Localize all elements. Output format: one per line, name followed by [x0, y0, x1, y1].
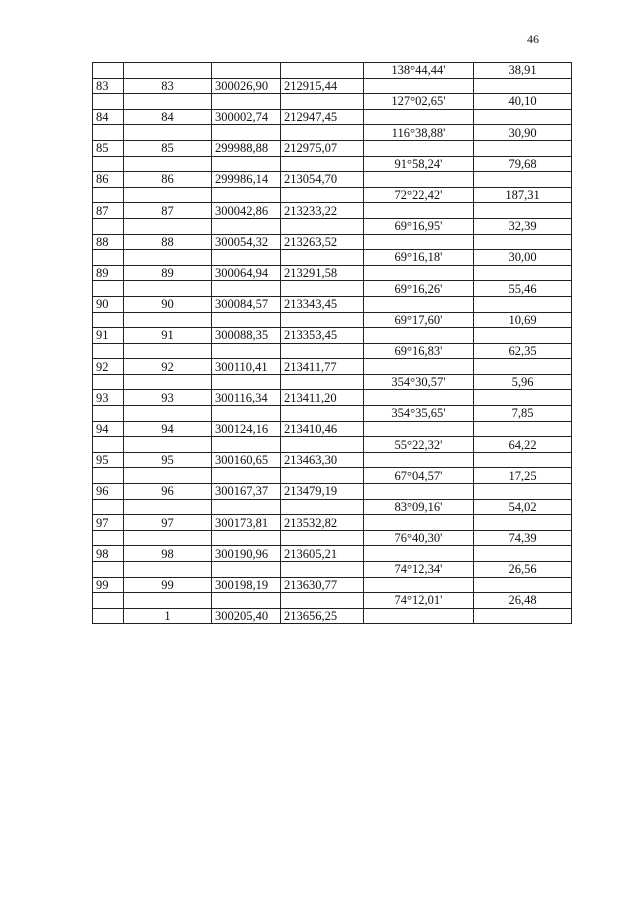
x-coordinate-cell: 300002,74 [212, 109, 281, 125]
x-coordinate-cell [212, 343, 281, 359]
segment-length-cell [474, 109, 572, 125]
table-row [93, 218, 572, 234]
segment-length-cell: 30,90 [474, 125, 572, 141]
coordinates-table [92, 62, 572, 624]
point-label-cell: 87 [124, 203, 212, 219]
y-coordinate-cell [281, 125, 364, 141]
point-label-cell: 89 [124, 265, 212, 281]
x-coordinate-cell: 300084,57 [212, 296, 281, 312]
table-row [93, 156, 572, 172]
segment-length-cell: 54,02 [474, 499, 572, 515]
point-number-cell [93, 156, 124, 172]
direction-angle-cell: 91°58,24' [364, 156, 474, 172]
direction-angle-cell [364, 234, 474, 250]
direction-angle-cell [364, 78, 474, 94]
direction-angle-cell [364, 296, 474, 312]
direction-angle-cell: 69°17,60' [364, 312, 474, 328]
segment-length-cell [474, 265, 572, 281]
direction-angle-cell: 74°12,01' [364, 593, 474, 609]
point-label-cell [124, 499, 212, 515]
point-label-cell [124, 218, 212, 234]
table-row [93, 296, 572, 312]
point-number-cell [93, 593, 124, 609]
direction-angle-cell [364, 390, 474, 406]
point-number-cell [93, 343, 124, 359]
segment-length-cell [474, 515, 572, 531]
point-label-cell [124, 156, 212, 172]
point-number-cell: 86 [93, 172, 124, 188]
point-number-cell [93, 562, 124, 578]
direction-angle-cell [364, 546, 474, 562]
segment-length-cell [474, 172, 572, 188]
x-coordinate-cell: 300205,40 [212, 608, 281, 624]
point-number-cell: 90 [93, 296, 124, 312]
point-number-cell: 91 [93, 328, 124, 344]
table-row [93, 187, 572, 203]
table-row [93, 437, 572, 453]
direction-angle-cell: 354°35,65' [364, 406, 474, 422]
x-coordinate-cell [212, 374, 281, 390]
point-label-cell [124, 530, 212, 546]
point-number-cell [93, 125, 124, 141]
y-coordinate-cell: 213411,77 [281, 359, 364, 375]
x-coordinate-cell: 300054,32 [212, 234, 281, 250]
direction-angle-cell: 138°44,44' [364, 63, 474, 79]
y-coordinate-cell: 213605,21 [281, 546, 364, 562]
point-label-cell [124, 281, 212, 297]
table-row [93, 140, 572, 156]
table-row [93, 421, 572, 437]
point-number-cell: 92 [93, 359, 124, 375]
direction-angle-cell: 74°12,34' [364, 562, 474, 578]
x-coordinate-cell [212, 562, 281, 578]
x-coordinate-cell [212, 530, 281, 546]
segment-length-cell: 79,68 [474, 156, 572, 172]
x-coordinate-cell: 300173,81 [212, 515, 281, 531]
point-number-cell [93, 312, 124, 328]
table-row [93, 608, 572, 624]
y-coordinate-cell [281, 343, 364, 359]
direction-angle-cell [364, 421, 474, 437]
y-coordinate-cell: 213054,70 [281, 172, 364, 188]
y-coordinate-cell: 212915,44 [281, 78, 364, 94]
point-label-cell [124, 63, 212, 79]
direction-angle-cell: 69°16,26' [364, 281, 474, 297]
point-label-cell [124, 94, 212, 110]
table-row [93, 390, 572, 406]
point-number-cell [93, 218, 124, 234]
y-coordinate-cell [281, 468, 364, 484]
x-coordinate-cell: 300160,65 [212, 452, 281, 468]
point-label-cell: 96 [124, 484, 212, 500]
point-number-cell [93, 608, 124, 624]
y-coordinate-cell [281, 499, 364, 515]
point-number-cell [93, 374, 124, 390]
y-coordinate-cell [281, 156, 364, 172]
point-label-cell [124, 406, 212, 422]
y-coordinate-cell: 213353,45 [281, 328, 364, 344]
x-coordinate-cell: 300167,37 [212, 484, 281, 500]
y-coordinate-cell [281, 374, 364, 390]
x-coordinate-cell [212, 312, 281, 328]
table-row [93, 406, 572, 422]
segment-length-cell [474, 234, 572, 250]
point-number-cell [93, 281, 124, 297]
x-coordinate-cell: 300064,94 [212, 265, 281, 281]
x-coordinate-cell [212, 437, 281, 453]
y-coordinate-cell: 212975,07 [281, 140, 364, 156]
x-coordinate-cell: 300116,34 [212, 390, 281, 406]
point-label-cell [124, 187, 212, 203]
segment-length-cell [474, 546, 572, 562]
segment-length-cell: 74,39 [474, 530, 572, 546]
x-coordinate-cell: 300198,19 [212, 577, 281, 593]
x-coordinate-cell: 300042,86 [212, 203, 281, 219]
direction-angle-cell [364, 203, 474, 219]
point-number-cell: 94 [93, 421, 124, 437]
x-coordinate-cell: 300124,16 [212, 421, 281, 437]
segment-length-cell: 64,22 [474, 437, 572, 453]
point-label-cell: 88 [124, 234, 212, 250]
table-body [93, 63, 572, 624]
x-coordinate-cell: 299988,88 [212, 140, 281, 156]
table-row [93, 78, 572, 94]
x-coordinate-cell [212, 218, 281, 234]
y-coordinate-cell: 213463,30 [281, 452, 364, 468]
segment-length-cell: 38,91 [474, 63, 572, 79]
y-coordinate-cell [281, 406, 364, 422]
x-coordinate-cell [212, 250, 281, 266]
point-number-cell: 98 [93, 546, 124, 562]
table-row [93, 265, 572, 281]
point-number-cell [93, 530, 124, 546]
y-coordinate-cell: 213233,22 [281, 203, 364, 219]
point-number-cell: 95 [93, 452, 124, 468]
direction-angle-cell: 69°16,83' [364, 343, 474, 359]
y-coordinate-cell [281, 187, 364, 203]
segment-length-cell: 32,39 [474, 218, 572, 234]
table-row [93, 530, 572, 546]
segment-length-cell [474, 328, 572, 344]
point-number-cell [93, 63, 124, 79]
x-coordinate-cell: 300110,41 [212, 359, 281, 375]
y-coordinate-cell: 213411,20 [281, 390, 364, 406]
point-label-cell: 85 [124, 140, 212, 156]
x-coordinate-cell [212, 156, 281, 172]
point-number-cell [93, 468, 124, 484]
x-coordinate-cell [212, 593, 281, 609]
x-coordinate-cell [212, 125, 281, 141]
table-row [93, 281, 572, 297]
point-label-cell: 95 [124, 452, 212, 468]
table-row [93, 250, 572, 266]
segment-length-cell [474, 484, 572, 500]
point-number-cell [93, 406, 124, 422]
point-label-cell: 84 [124, 109, 212, 125]
point-label-cell [124, 374, 212, 390]
direction-angle-cell: 67°04,57' [364, 468, 474, 484]
table-row [93, 343, 572, 359]
table-row [93, 359, 572, 375]
segment-length-cell [474, 78, 572, 94]
segment-length-cell [474, 452, 572, 468]
point-number-cell: 88 [93, 234, 124, 250]
direction-angle-cell: 127°02,65' [364, 94, 474, 110]
point-number-cell: 85 [93, 140, 124, 156]
point-label-cell [124, 562, 212, 578]
point-label-cell: 93 [124, 390, 212, 406]
segment-length-cell: 30,00 [474, 250, 572, 266]
x-coordinate-cell [212, 281, 281, 297]
y-coordinate-cell: 213532,82 [281, 515, 364, 531]
table-row [93, 593, 572, 609]
segment-length-cell [474, 203, 572, 219]
point-number-cell: 84 [93, 109, 124, 125]
segment-length-cell: 17,25 [474, 468, 572, 484]
y-coordinate-cell: 213263,52 [281, 234, 364, 250]
direction-angle-cell [364, 140, 474, 156]
point-number-cell: 96 [93, 484, 124, 500]
segment-length-cell [474, 608, 572, 624]
direction-angle-cell: 76°40,30' [364, 530, 474, 546]
table-row [93, 515, 572, 531]
segment-length-cell: 10,69 [474, 312, 572, 328]
table-row [93, 468, 572, 484]
y-coordinate-cell: 213630,77 [281, 577, 364, 593]
segment-length-cell [474, 359, 572, 375]
segment-length-cell: 187,31 [474, 187, 572, 203]
point-label-cell [124, 437, 212, 453]
table-row [93, 312, 572, 328]
segment-length-cell [474, 140, 572, 156]
x-coordinate-cell [212, 94, 281, 110]
direction-angle-cell [364, 608, 474, 624]
x-coordinate-cell [212, 187, 281, 203]
direction-angle-cell: 69°16,18' [364, 250, 474, 266]
table-row [93, 328, 572, 344]
table-row [93, 172, 572, 188]
segment-length-cell: 5,96 [474, 374, 572, 390]
point-number-cell: 87 [93, 203, 124, 219]
y-coordinate-cell [281, 281, 364, 297]
point-label-cell: 83 [124, 78, 212, 94]
direction-angle-cell: 83°09,16' [364, 499, 474, 515]
direction-angle-cell: 72°22,42' [364, 187, 474, 203]
y-coordinate-cell [281, 530, 364, 546]
x-coordinate-cell [212, 406, 281, 422]
table-row [93, 203, 572, 219]
point-number-cell: 97 [93, 515, 124, 531]
segment-length-cell [474, 421, 572, 437]
x-coordinate-cell: 300190,96 [212, 546, 281, 562]
y-coordinate-cell [281, 94, 364, 110]
y-coordinate-cell: 213291,58 [281, 265, 364, 281]
x-coordinate-cell: 299986,14 [212, 172, 281, 188]
point-label-cell: 98 [124, 546, 212, 562]
table-row [93, 94, 572, 110]
segment-length-cell: 62,35 [474, 343, 572, 359]
table-row [93, 63, 572, 79]
segment-length-cell [474, 296, 572, 312]
table-row [93, 452, 572, 468]
point-label-cell [124, 468, 212, 484]
table-row [93, 125, 572, 141]
segment-length-cell [474, 390, 572, 406]
direction-angle-cell [364, 515, 474, 531]
direction-angle-cell: 354°30,57' [364, 374, 474, 390]
point-number-cell [93, 94, 124, 110]
direction-angle-cell: 116°38,88' [364, 125, 474, 141]
x-coordinate-cell: 300088,35 [212, 328, 281, 344]
y-coordinate-cell [281, 562, 364, 578]
y-coordinate-cell: 213343,45 [281, 296, 364, 312]
table-row [93, 484, 572, 500]
point-label-cell: 94 [124, 421, 212, 437]
x-coordinate-cell [212, 499, 281, 515]
point-number-cell [93, 250, 124, 266]
point-number-cell: 99 [93, 577, 124, 593]
point-label-cell: 97 [124, 515, 212, 531]
x-coordinate-cell [212, 63, 281, 79]
y-coordinate-cell: 213479,19 [281, 484, 364, 500]
table-row [93, 499, 572, 515]
table-row [93, 234, 572, 250]
table-row [93, 109, 572, 125]
y-coordinate-cell: 213656,25 [281, 608, 364, 624]
table-row [93, 562, 572, 578]
segment-length-cell: 55,46 [474, 281, 572, 297]
y-coordinate-cell [281, 593, 364, 609]
direction-angle-cell [364, 484, 474, 500]
table-row [93, 577, 572, 593]
point-label-cell: 1 [124, 608, 212, 624]
table-row [93, 374, 572, 390]
point-number-cell [93, 499, 124, 515]
segment-length-cell: 26,48 [474, 593, 572, 609]
direction-angle-cell: 55°22,32' [364, 437, 474, 453]
direction-angle-cell [364, 109, 474, 125]
point-label-cell: 91 [124, 328, 212, 344]
y-coordinate-cell: 213410,46 [281, 421, 364, 437]
segment-length-cell [474, 577, 572, 593]
direction-angle-cell: 69°16,95' [364, 218, 474, 234]
direction-angle-cell [364, 172, 474, 188]
y-coordinate-cell [281, 250, 364, 266]
y-coordinate-cell [281, 63, 364, 79]
direction-angle-cell [364, 577, 474, 593]
segment-length-cell: 40,10 [474, 94, 572, 110]
point-label-cell [124, 593, 212, 609]
point-label-cell: 90 [124, 296, 212, 312]
point-label-cell [124, 125, 212, 141]
segment-length-cell: 26,56 [474, 562, 572, 578]
direction-angle-cell [364, 265, 474, 281]
page-number: 46 [527, 32, 539, 46]
direction-angle-cell [364, 452, 474, 468]
point-label-cell [124, 250, 212, 266]
x-coordinate-cell: 300026,90 [212, 78, 281, 94]
segment-length-cell: 7,85 [474, 406, 572, 422]
point-number-cell: 83 [93, 78, 124, 94]
point-label-cell [124, 343, 212, 359]
x-coordinate-cell [212, 468, 281, 484]
point-number-cell [93, 187, 124, 203]
y-coordinate-cell: 212947,45 [281, 109, 364, 125]
y-coordinate-cell [281, 312, 364, 328]
table-row [93, 546, 572, 562]
direction-angle-cell [364, 328, 474, 344]
point-number-cell: 93 [93, 390, 124, 406]
point-label-cell: 99 [124, 577, 212, 593]
point-label-cell: 86 [124, 172, 212, 188]
point-label-cell [124, 312, 212, 328]
point-number-cell [93, 437, 124, 453]
point-number-cell: 89 [93, 265, 124, 281]
point-label-cell: 92 [124, 359, 212, 375]
direction-angle-cell [364, 359, 474, 375]
y-coordinate-cell [281, 437, 364, 453]
y-coordinate-cell [281, 218, 364, 234]
